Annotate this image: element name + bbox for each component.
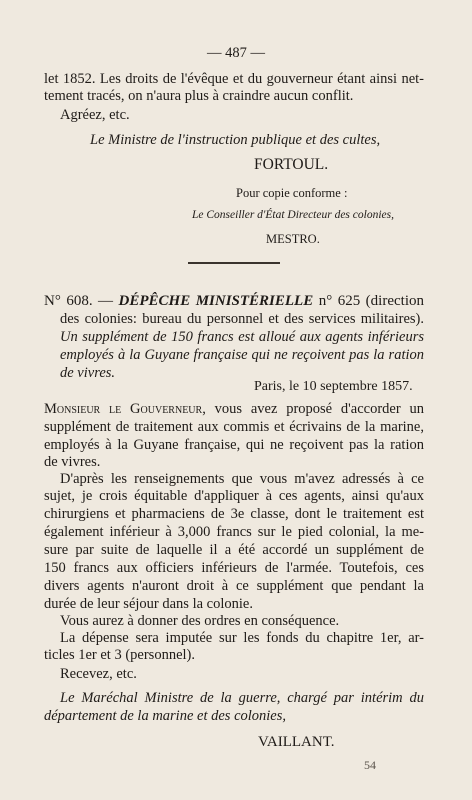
body-line: chirurgiens et pharmaciens de 3e classe, dont le traitement est	[44, 506, 424, 522]
text-line: tement tracés, on n'aura plus à craindre aucun conflit.	[44, 88, 354, 104]
summary-line: employés à la Guyane française qui ne reçoivent pas la ration	[60, 347, 424, 363]
signer-title: Le Maréchal Ministre de la guerre, chargé par intérim du	[60, 690, 424, 706]
signature-mark: 54	[364, 758, 376, 772]
heading-rest: n° 625 (direction	[318, 293, 424, 309]
salutation: Monsieur le Gouverneur	[44, 401, 203, 417]
section-divider	[188, 262, 280, 264]
body-line: 150 francs aux officiers inférieurs de l'armée. Toutefois, ces	[44, 560, 424, 576]
copy-note: Pour copie conforme :	[236, 186, 348, 200]
signer-name: FORTOUL.	[254, 156, 329, 173]
heading-line: des colonies: bureau du personnel et des services militaires).	[60, 311, 424, 327]
body-line: sujet, je crois équitable d'appliquer à ces agents, ainsi qu'aux	[44, 488, 424, 504]
body-line: sure par suite de laquelle il a été accordé un supplément de	[44, 542, 424, 558]
body-line: supplément de traitement aux commis et écrivains de la marine,	[44, 419, 424, 435]
heading-title: DÉPÊCHE MINISTÉRIELLE	[118, 293, 314, 309]
body-line: La dépense sera imputée sur les fonds du chapitre 1er, ar-	[60, 630, 424, 646]
page-number: — 487 —	[207, 45, 265, 61]
body-line: durée de leur séjour dans la colonie.	[44, 596, 253, 612]
signer-title: département de la marine et des colonies,	[44, 708, 287, 724]
heading-number: N° 608. —	[44, 293, 114, 309]
body-line: divers agents n'auront droit à ce supplément que pendant la	[44, 578, 424, 594]
document-heading	[44, 292, 424, 310]
body-line: de vivres.	[44, 454, 101, 470]
copy-signer-title: Le Conseiller d'État Directeur des colonies,	[192, 209, 394, 221]
summary-line: Un supplément de 150 francs est alloué aux agents inférieurs	[60, 329, 424, 345]
body-line: également inférieur à 3,000 francs sur le pied colonial, la me-	[44, 524, 424, 540]
body-line: Recevez, etc.	[60, 666, 137, 682]
body-line-text: , vous avez proposé d'accorder un	[202, 401, 424, 417]
copy-signer-name: MESTRO.	[266, 232, 320, 246]
body-line	[44, 400, 424, 418]
signer-name: VAILLANT.	[258, 734, 335, 750]
body-line: Vous aurez à donner des ordres en conséquence.	[60, 613, 340, 629]
signer-title: Le Ministre de l'instruction publique et des cultes,	[90, 132, 381, 148]
body-line: D'après les renseignements que vous m'avez adressés à ce	[60, 471, 424, 487]
body-line: employés à la Guyane française, qui ne reçoivent pas la ration	[44, 437, 424, 453]
closing-formula: Agréez, etc.	[60, 107, 130, 123]
summary-line: de vivres.	[60, 365, 116, 381]
body-line: ticles 1er et 3 (personnel).	[44, 647, 195, 663]
letter-date: Paris, le 10 septembre 1857.	[254, 379, 413, 394]
text-line: let 1852. Les droits de l'évêque et du gouverneur étant ainsi net-	[44, 71, 424, 87]
